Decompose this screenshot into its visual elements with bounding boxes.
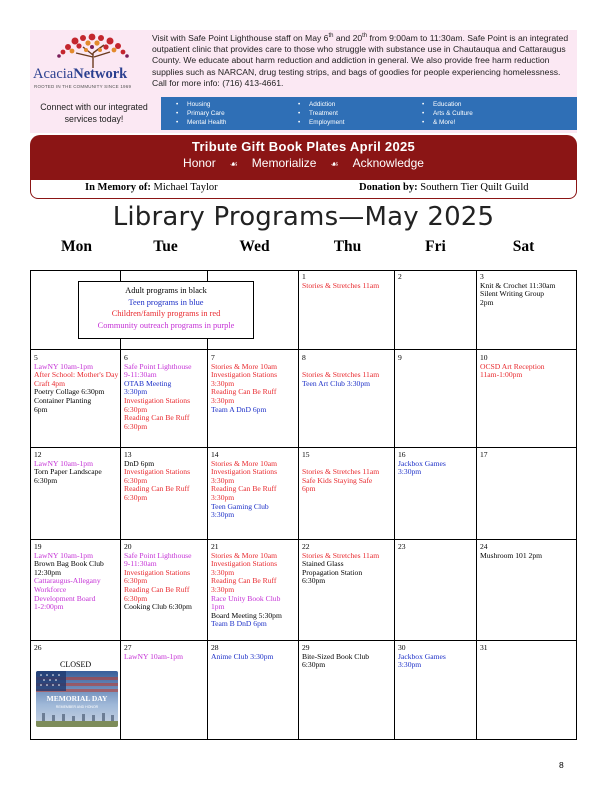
acknowledge-label: Acknowledge <box>352 156 424 170</box>
event-line: 9-11:30am <box>124 559 157 569</box>
connect-text: Connect with our integrated services today! <box>40 102 148 124</box>
donation-by: Donation by: Southern Tier Quilt Guild <box>359 182 529 193</box>
event-line: LawNY 10am-1pm <box>124 651 183 661</box>
event-line: LawNY 10am-1pm <box>34 550 93 560</box>
event-line: 2pm <box>480 297 494 307</box>
event-line: Safe Point Lighthouse <box>124 550 192 560</box>
event-line: Team A DnD 6pm <box>211 404 267 414</box>
event-line: 11am-1:00pm <box>480 370 523 380</box>
event-line: Race Unity Book Club <box>211 593 281 603</box>
event-line: Reading Can Be Ruff <box>211 387 277 397</box>
day-number: 20 <box>124 542 132 551</box>
day-header-mon: Mon <box>61 238 92 255</box>
event-line: 3:30pm <box>211 395 235 405</box>
day-cell-31 <box>480 644 575 653</box>
day-number: 24 <box>480 542 488 551</box>
day-cell-10 <box>480 354 575 380</box>
legend-adult: Adult programs in black <box>125 286 207 295</box>
day-cell-22 <box>302 543 392 586</box>
event-line: 6:30pm <box>34 475 58 485</box>
day-number: 13 <box>124 450 132 459</box>
event-line: 6:30pm <box>124 475 148 485</box>
event-line: Stories & More 10am <box>211 550 278 560</box>
day-number: 15 <box>302 450 310 459</box>
event-line: 3:30pm <box>211 510 235 520</box>
event-line: Bite-Sized Book Club <box>302 651 370 661</box>
grid-line <box>207 270 208 740</box>
grid-line <box>394 270 395 740</box>
service-item: • Housing <box>187 100 226 109</box>
event-line: Teen Gaming Club <box>211 501 269 511</box>
event-line: Investigation Stations <box>124 395 191 405</box>
day-cell-5 <box>34 354 119 414</box>
day-cell-14 <box>211 451 297 520</box>
event-line: Propagation Station <box>302 567 363 577</box>
day-number: 28 <box>211 643 219 652</box>
event-line: 3:30pm <box>124 387 148 397</box>
honor-label: Honor <box>183 156 216 170</box>
day-number: 21 <box>211 542 219 551</box>
day-cell-29 <box>302 644 392 670</box>
memorial-day-text: MEMORIAL DAY <box>46 694 108 703</box>
day-number: 6 <box>124 353 128 362</box>
event-line: 3:30pm <box>211 584 235 594</box>
event-line: 1pm <box>211 602 225 612</box>
event-line: OCSD Art Reception <box>480 361 545 371</box>
event-line: 6:30pm <box>124 492 148 502</box>
services-column-2 <box>309 100 345 127</box>
day-cell-7 <box>211 354 297 414</box>
event-line: Workforce <box>34 584 67 594</box>
day-cell-17 <box>480 451 575 460</box>
day-cell-23 <box>398 543 474 552</box>
event-line: DnD 6pm <box>124 458 155 468</box>
event-line: Reading Can Be Ruff <box>124 413 190 423</box>
day-cell-9 <box>398 354 474 363</box>
day-cell-26 <box>34 644 119 653</box>
day-number: 10 <box>480 353 488 362</box>
day-header-sat: Sat <box>512 238 535 255</box>
in-memory-of: In Memory of: Michael Taylor <box>85 182 218 193</box>
event-line: Silent Writing Group <box>480 289 545 299</box>
day-number: 1 <box>302 272 306 281</box>
day-number: 2 <box>398 272 402 281</box>
tribute-subtitle <box>30 156 577 170</box>
event-line: Reading Can Be Ruff <box>124 484 190 494</box>
event-line: LawNY 10am-1pm <box>34 458 93 468</box>
event-line: 3:30pm <box>398 467 422 477</box>
grid-line <box>30 539 577 540</box>
day-cell-15 <box>302 451 392 494</box>
tribute-title: Tribute Gift Book Plates April 2025 <box>191 139 416 154</box>
service-item: • Primary Care <box>187 109 226 118</box>
event-line: 6:30pm <box>302 576 326 586</box>
day-cell-12 <box>34 451 119 485</box>
event-line: Board Meeting 5:30pm <box>211 610 282 620</box>
day-number: 5 <box>34 353 38 362</box>
day-header-tue: Tue <box>153 238 178 255</box>
day-number: 9 <box>398 353 402 362</box>
day-number: 26 <box>34 643 42 652</box>
day-cell-6 <box>124 354 206 431</box>
day-number: 16 <box>398 450 406 459</box>
event-line: Poetry Collage 6:30pm <box>34 387 105 397</box>
day-cell-2 <box>398 273 474 282</box>
color-legend <box>78 281 254 339</box>
day-cell-19 <box>34 543 119 612</box>
event-line: Investigation Stations <box>211 559 278 569</box>
day-cell-20 <box>124 543 206 612</box>
page-number: 8 <box>559 760 564 770</box>
event-line: 3:30pm <box>211 567 235 577</box>
event-line: 3:30pm <box>398 660 422 670</box>
day-number: 12 <box>34 450 42 459</box>
logo-wordmark <box>33 66 158 83</box>
closed-label: CLOSED <box>60 660 92 669</box>
event-line: 6:30pm <box>124 576 148 586</box>
service-item: • & More! <box>433 118 473 127</box>
logo-word-acacia: Acacia <box>33 66 74 82</box>
day-number: 23 <box>398 542 406 551</box>
service-item: • Arts & Culture <box>433 109 473 118</box>
tree-logo-icon <box>48 33 138 68</box>
event-line: Stained Glass <box>302 559 344 569</box>
event-line: 3:30pm <box>211 492 235 502</box>
event-line: Torn Paper Landscape <box>34 467 102 477</box>
memorialize-label: Memorialize <box>251 156 317 170</box>
event-line: 9-11:30am <box>124 370 157 380</box>
event-line: 6:30pm <box>124 593 148 603</box>
service-item: • Mental Health <box>187 118 226 127</box>
event-line: After School: Mother's Day Craft 4pm <box>34 370 119 388</box>
legend-teen: Teen programs in blue <box>128 297 204 307</box>
event-line: Investigation Stations <box>124 467 191 477</box>
grid-line <box>120 270 121 740</box>
event-line: 6pm <box>302 484 316 494</box>
day-number: 8 <box>302 353 306 362</box>
event-line: Cooking Club 6:30pm <box>124 602 192 612</box>
event-line: Stories & Stretches 11am <box>302 370 380 380</box>
event-line: Reading Can Be Ruff <box>211 576 277 586</box>
day-number: 31 <box>480 643 488 652</box>
calendar-title: Library Programs—May 2025 <box>112 202 495 232</box>
event-line: 12:30pm <box>34 567 62 577</box>
event-line: Safe Point Lighthouse <box>124 361 192 371</box>
day-number: 30 <box>398 643 406 652</box>
day-cell-24 <box>480 543 575 560</box>
grid-line <box>476 270 477 740</box>
swirl-icon: ☙ <box>229 159 238 169</box>
day-cell-3 <box>480 273 575 307</box>
event-line: Stories & More 10am <box>211 361 278 371</box>
day-cell-8 <box>302 354 392 388</box>
event-line: Safe Kids Staying Safe <box>302 475 373 485</box>
legend-outreach: Community outreach programs in purple <box>97 320 235 330</box>
event-line: 1-2:00pm <box>34 602 64 612</box>
day-header-thu: Thu <box>333 238 362 255</box>
day-number: 7 <box>211 353 215 362</box>
grid-line <box>30 640 577 641</box>
event-line: 3:30pm <box>211 378 235 388</box>
day-cell-27 <box>124 644 206 661</box>
grid-line <box>30 447 577 448</box>
grid-line <box>30 349 577 350</box>
event-line: LawNY 10am-1pm <box>34 361 93 371</box>
event-line: 6:30pm <box>302 660 326 670</box>
service-item: • Addiction <box>309 100 345 109</box>
day-header-wed: Wed <box>239 238 270 255</box>
day-header-fri: Fri <box>425 238 446 255</box>
event-line: Development Board <box>34 593 96 603</box>
day-number: 3 <box>480 272 484 281</box>
event-line: Reading Can Be Ruff <box>124 584 190 594</box>
promo-description: Visit with Safe Point Lighthouse staff on May 6th and 20th from 9:00am to 11:30am. Safe Point is an integrated outpatient clinic that provides care to those who struggle with substance use in Chautauqua and Cattaraugus County. We educate about harm reduction and addiction in general. We also provide free harm reduction supplies such as NARCAN, drug testing strips, and bags of goodies for people experiencing homelessness. Call for more info: (716) 413-4661. <box>152 33 569 88</box>
service-item: • Employment <box>309 118 345 127</box>
day-number: 29 <box>302 643 310 652</box>
event-line: Teen Art Club 3:30pm <box>302 378 371 388</box>
memorial-day-subtext: REMEMBER AND HONOR <box>55 705 99 709</box>
event-line: Jackbox Games <box>398 458 446 468</box>
event-line: Brown Bag Book Club <box>34 559 104 569</box>
event-line: Investigation Stations <box>211 467 278 477</box>
event-line: Container Planting <box>34 395 92 405</box>
event-line: Investigation Stations <box>211 370 278 380</box>
service-item: • Treatment <box>309 109 345 118</box>
swirl-icon: ☙ <box>330 159 339 169</box>
legend-children: Children/family programs in red <box>111 309 221 319</box>
event-line: Jackbox Games <box>398 651 446 661</box>
event-line: Mushroom 101 2pm <box>480 550 543 560</box>
day-number: 17 <box>480 450 488 459</box>
event-line: Stories & More 10am <box>211 458 278 468</box>
event-line: Cattaraugus-Allegany <box>34 576 101 586</box>
tribute-details <box>30 178 577 199</box>
logo-tagline: ROOTED IN THE COMMUNITY SINCE 1969 <box>34 84 132 89</box>
day-cell-21 <box>211 543 297 629</box>
day-cell-28 <box>211 644 297 661</box>
event-line: Stories & Stretches 11am <box>302 550 380 560</box>
event-line: 6:30pm <box>124 421 148 431</box>
services-column-1 <box>187 100 226 127</box>
services-bar <box>161 97 577 130</box>
day-number: 27 <box>124 643 132 652</box>
event-line: Stories & Stretches 11am <box>302 467 380 477</box>
tribute-banner <box>30 135 577 180</box>
memorial-day-image <box>36 671 118 727</box>
grid-line <box>298 270 299 740</box>
event-line: 3:30pm <box>211 475 235 485</box>
day-number: 19 <box>34 542 42 551</box>
event-line: Investigation Stations <box>124 567 191 577</box>
event-line: Stories & Stretches 11am <box>302 280 380 290</box>
day-cell-13 <box>124 451 206 503</box>
day-cell-1 <box>302 273 392 290</box>
event-line: 6:30pm <box>124 404 148 414</box>
services-column-3 <box>433 100 473 127</box>
event-line: Team B DnD 6pm <box>211 619 267 629</box>
event-line: OTAB Meeting <box>124 378 172 388</box>
event-line: Knit & Crochet 11:30am <box>480 280 556 290</box>
event-line: 6pm <box>34 404 48 414</box>
event-line: Anime Club 3:30pm <box>211 651 274 661</box>
service-item: • Education <box>433 100 473 109</box>
day-number: 22 <box>302 542 310 551</box>
event-line: Reading Can Be Ruff <box>211 484 277 494</box>
day-cell-16 <box>398 451 474 477</box>
day-cell-30 <box>398 644 474 670</box>
day-number: 14 <box>211 450 219 459</box>
logo-word-network: Network <box>73 66 128 82</box>
